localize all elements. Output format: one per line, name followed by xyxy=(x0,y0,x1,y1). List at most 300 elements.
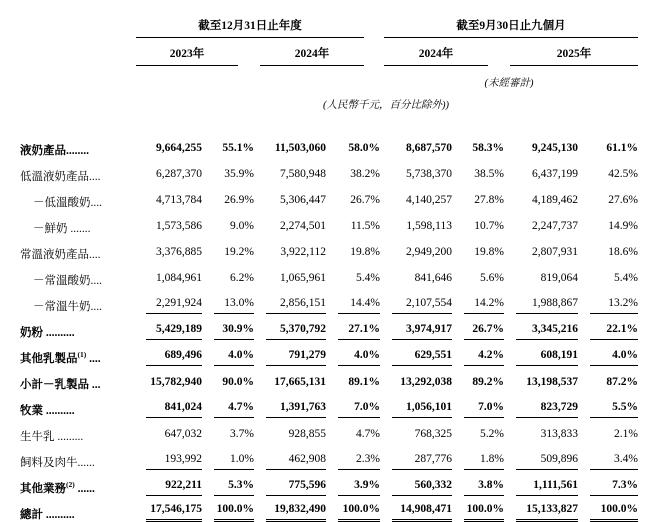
value-cell xyxy=(134,184,202,210)
value-cell xyxy=(134,210,202,236)
cell-text: 1,065,961 xyxy=(280,272,326,285)
value-cell xyxy=(504,418,578,444)
cell-text: 38.5% xyxy=(474,168,504,181)
cell-text: 7.3% xyxy=(590,479,638,496)
row-label xyxy=(20,314,134,340)
row-label xyxy=(20,236,134,262)
leader-dots: .......... xyxy=(45,405,75,418)
row-label-text: 其他業務 xyxy=(20,483,66,496)
cell-text: 100.0% xyxy=(214,503,254,522)
cell-text: 5,429,189 xyxy=(146,323,202,340)
value-cell xyxy=(504,132,578,158)
cell-text: 3,974,917 xyxy=(392,323,452,340)
cell-text: 287,776 xyxy=(392,453,452,470)
value-cell xyxy=(380,184,452,210)
cell-text: 3.8% xyxy=(464,479,504,496)
cell-text: 3.7% xyxy=(230,428,254,441)
empty-corner-cell xyxy=(20,12,134,38)
percent-cell xyxy=(578,392,638,418)
value-cell xyxy=(134,262,202,288)
percent-cell xyxy=(452,366,504,392)
table-row xyxy=(20,210,638,236)
cell-text: 14.4% xyxy=(338,297,380,314)
value-cell xyxy=(254,184,326,210)
cell-text: 6.2% xyxy=(230,272,254,285)
cell-text: 608,191 xyxy=(516,349,578,366)
cell-text: 4.7% xyxy=(356,428,380,441)
table-row xyxy=(20,132,638,158)
row-label xyxy=(20,158,134,184)
cell-text: 100.0% xyxy=(590,503,638,522)
cell-text: 19.8% xyxy=(350,246,380,259)
cell-text: 11.5% xyxy=(350,220,380,233)
value-cell xyxy=(380,470,452,496)
percent-cell xyxy=(326,392,380,418)
value-cell xyxy=(134,340,202,366)
cell-text: 19.2% xyxy=(224,246,254,259)
percent-cell xyxy=(452,496,504,522)
value-cell xyxy=(254,418,326,444)
value-cell xyxy=(134,314,202,340)
value-cell xyxy=(134,470,202,496)
value-cell xyxy=(380,288,452,314)
percent-cell xyxy=(326,158,380,184)
row-label xyxy=(20,340,134,366)
footnote-marker: (1) xyxy=(77,350,87,360)
percent-cell xyxy=(202,418,254,444)
row-label xyxy=(20,262,134,288)
value-cell xyxy=(504,496,578,522)
leader-dots: ... xyxy=(91,379,101,392)
row-label-text: 常溫液奶產品 xyxy=(20,249,89,262)
percent-cell xyxy=(452,418,504,444)
cell-text: 775,596 xyxy=(266,479,326,496)
cell-text: 27.6% xyxy=(608,194,638,207)
percent-cell xyxy=(202,288,254,314)
value-cell xyxy=(380,236,452,262)
cell-text: 629,551 xyxy=(392,349,452,366)
value-cell xyxy=(254,262,326,288)
cell-text: 9,664,255 xyxy=(156,142,202,155)
percent-cell xyxy=(452,314,504,340)
cell-text: 42.5% xyxy=(608,168,638,181)
table-row xyxy=(20,340,638,366)
cell-text: 1,056,101 xyxy=(392,401,452,418)
revenue-breakdown-table xyxy=(20,12,638,522)
percent-cell xyxy=(202,236,254,262)
percent-cell xyxy=(202,314,254,340)
cell-text: 15,133,827 xyxy=(516,503,578,522)
period-group-header-row xyxy=(20,12,638,38)
cell-text: 35.9% xyxy=(224,168,254,181)
percent-cell xyxy=(326,418,380,444)
cell-text: 5,370,792 xyxy=(266,323,326,340)
table-row xyxy=(20,496,638,522)
value-cell xyxy=(134,288,202,314)
year-header-2024-9m: 2024年 xyxy=(384,48,488,66)
cell-text: 22.1% xyxy=(590,323,638,340)
leader-dots: .... xyxy=(90,197,102,210)
percent-cell xyxy=(452,340,504,366)
value-cell xyxy=(504,288,578,314)
cell-text: 5.4% xyxy=(614,272,638,285)
leader-dots: .......... xyxy=(45,327,75,340)
percent-cell xyxy=(578,444,638,470)
cell-text: 1.8% xyxy=(464,453,504,470)
leader-dots: ....... xyxy=(70,223,91,236)
cell-text: 313,833 xyxy=(540,428,578,441)
cell-text: 1,111,561 xyxy=(516,479,578,496)
value-cell xyxy=(504,366,578,392)
value-cell xyxy=(254,210,326,236)
cell-text: 3,922,112 xyxy=(280,246,326,259)
percent-cell xyxy=(578,418,638,444)
cell-text: 100.0% xyxy=(338,503,380,522)
table-body xyxy=(20,132,638,522)
percent-cell xyxy=(326,184,380,210)
percent-cell xyxy=(326,340,380,366)
row-label xyxy=(20,392,134,418)
percent-cell xyxy=(452,184,504,210)
year-header-2025-9m: 2025年 xyxy=(510,48,638,66)
row-label xyxy=(20,288,134,314)
value-cell xyxy=(134,132,202,158)
cell-text: 6,287,370 xyxy=(156,168,202,181)
table-row xyxy=(20,418,638,444)
cell-text: 14.2% xyxy=(464,297,504,314)
spacer-row xyxy=(20,112,638,132)
value-cell xyxy=(380,444,452,470)
percent-cell xyxy=(452,288,504,314)
percent-cell xyxy=(578,288,638,314)
percent-cell xyxy=(326,262,380,288)
percent-cell xyxy=(578,262,638,288)
table-row xyxy=(20,158,638,184)
cell-text: 1,988,867 xyxy=(516,297,578,314)
cell-text: 928,855 xyxy=(288,428,326,441)
value-cell xyxy=(504,470,578,496)
leader-dots: ...... xyxy=(74,483,95,496)
percent-cell xyxy=(326,314,380,340)
percent-cell xyxy=(202,158,254,184)
cell-text: 19,832,490 xyxy=(266,503,326,522)
cell-text: 4.0% xyxy=(214,349,254,366)
table-row xyxy=(20,184,638,210)
percent-cell xyxy=(202,184,254,210)
cell-text: 17,665,131 xyxy=(274,376,326,389)
row-label xyxy=(20,366,134,392)
cell-text: 9.0% xyxy=(230,220,254,233)
cell-text: 4.0% xyxy=(590,349,638,366)
year-header-2024: 2024年 xyxy=(260,48,364,66)
footnote-marker: (2) xyxy=(66,480,75,490)
cell-text: 2,807,931 xyxy=(532,246,578,259)
value-cell xyxy=(134,444,202,470)
cell-text: 4.0% xyxy=(338,349,380,366)
table-row xyxy=(20,288,638,314)
value-cell xyxy=(134,236,202,262)
cell-text: 1,391,763 xyxy=(266,401,326,418)
leader-dots: ........ xyxy=(66,145,89,158)
value-cell xyxy=(254,366,326,392)
cell-text: 823,729 xyxy=(516,401,578,418)
percent-cell xyxy=(452,236,504,262)
row-label-text: 液奶產品 xyxy=(20,145,66,158)
leader-dots: .... xyxy=(86,353,101,366)
currency-unit-note: (人民幣千元，百分比除外)) xyxy=(323,100,449,112)
table-row xyxy=(20,470,638,496)
percent-cell xyxy=(202,444,254,470)
cell-text: 4,189,462 xyxy=(532,194,578,207)
cell-text: 5.5% xyxy=(590,401,638,418)
row-label-text: 其他乳製品 xyxy=(20,353,78,366)
cell-text: 3.4% xyxy=(590,453,638,470)
value-cell xyxy=(254,158,326,184)
cell-text: 11,503,060 xyxy=(274,142,326,155)
year-header-2023: 2023年 xyxy=(136,48,238,66)
row-label xyxy=(20,444,134,470)
percent-cell xyxy=(578,340,638,366)
row-label xyxy=(20,210,134,236)
value-cell xyxy=(254,314,326,340)
row-label-text: －常溫牛奶 xyxy=(33,301,91,314)
percent-cell xyxy=(202,262,254,288)
percent-cell xyxy=(578,470,638,496)
cell-text: 841,646 xyxy=(414,272,452,285)
value-cell xyxy=(380,366,452,392)
cell-text: 5.2% xyxy=(480,428,504,441)
percent-cell xyxy=(452,210,504,236)
cell-text: 14,908,471 xyxy=(392,503,452,522)
percent-cell xyxy=(578,158,638,184)
percent-cell xyxy=(202,210,254,236)
percent-cell xyxy=(578,366,638,392)
cell-text: 1.0% xyxy=(214,453,254,470)
cell-text: 61.1% xyxy=(606,142,638,155)
cell-text: 13.0% xyxy=(214,297,254,314)
cell-text: 89.1% xyxy=(348,376,380,389)
cell-text: 17,546,175 xyxy=(146,503,202,522)
cell-text: 58.3% xyxy=(472,142,504,155)
percent-cell xyxy=(452,262,504,288)
cell-text: 30.9% xyxy=(214,323,254,340)
table-row xyxy=(20,236,638,262)
cell-text: 14.9% xyxy=(608,220,638,233)
percent-cell xyxy=(578,210,638,236)
percent-cell xyxy=(452,470,504,496)
value-cell xyxy=(504,340,578,366)
value-cell xyxy=(254,470,326,496)
cell-text: 689,496 xyxy=(146,349,202,366)
row-label-text: 奶粉 xyxy=(20,327,46,340)
value-cell xyxy=(380,262,452,288)
unaudited-note-row xyxy=(20,66,638,90)
cell-text: 15,782,940 xyxy=(150,376,202,389)
percent-cell xyxy=(452,158,504,184)
cell-text: 819,064 xyxy=(540,272,578,285)
percent-cell xyxy=(578,314,638,340)
percent-cell xyxy=(452,444,504,470)
cell-text: 1,084,961 xyxy=(156,272,202,285)
cell-text: 4.2% xyxy=(464,349,504,366)
percent-cell xyxy=(452,132,504,158)
cell-text: 7.0% xyxy=(464,401,504,418)
percent-cell xyxy=(578,184,638,210)
value-cell xyxy=(380,132,452,158)
value-cell xyxy=(134,392,202,418)
cell-text: 560,332 xyxy=(392,479,452,496)
value-cell xyxy=(134,418,202,444)
cell-text: 2.1% xyxy=(614,428,638,441)
table-row xyxy=(20,444,638,470)
leader-dots: .......... xyxy=(45,509,75,522)
value-cell xyxy=(504,444,578,470)
table-row xyxy=(20,392,638,418)
cell-text: 2,107,554 xyxy=(392,297,452,314)
percent-cell xyxy=(202,392,254,418)
row-label-text: 飼料及肉牛 xyxy=(20,457,78,470)
cell-text: 647,032 xyxy=(164,428,202,441)
cell-text: 1,573,586 xyxy=(156,220,202,233)
cell-text: 2,949,200 xyxy=(406,246,452,259)
value-cell xyxy=(134,496,202,522)
value-cell xyxy=(504,392,578,418)
value-cell xyxy=(254,496,326,522)
percent-cell xyxy=(202,340,254,366)
period-header-nine-months: 截至9月30日止九個月 xyxy=(384,20,638,38)
cell-text: 26.7% xyxy=(464,323,504,340)
percent-cell xyxy=(326,288,380,314)
table-row xyxy=(20,366,638,392)
cell-text: 3.9% xyxy=(338,479,380,496)
row-label-text: 牧業 xyxy=(20,405,46,418)
value-cell xyxy=(504,184,578,210)
cell-text: 13,292,038 xyxy=(400,376,452,389)
row-label-text: 生牛乳 xyxy=(20,431,58,444)
cell-text: 7.0% xyxy=(338,401,380,418)
percent-cell xyxy=(326,366,380,392)
cell-text: 27.1% xyxy=(338,323,380,340)
cell-text: 18.6% xyxy=(608,246,638,259)
cell-text: 9,245,130 xyxy=(532,142,578,155)
row-label xyxy=(20,496,134,522)
cell-text: 5.4% xyxy=(356,272,380,285)
value-cell xyxy=(504,210,578,236)
value-cell xyxy=(504,236,578,262)
value-cell xyxy=(254,392,326,418)
value-cell xyxy=(380,392,452,418)
leader-dots: .... xyxy=(90,275,102,288)
percent-cell xyxy=(326,132,380,158)
leader-dots: .... xyxy=(90,301,102,314)
cell-text: 2,247,737 xyxy=(532,220,578,233)
value-cell xyxy=(254,236,326,262)
cell-text: 26.9% xyxy=(224,194,254,207)
percent-cell xyxy=(326,236,380,262)
cell-text: 26.7% xyxy=(350,194,380,207)
cell-text: 462,908 xyxy=(266,453,326,470)
value-cell xyxy=(380,418,452,444)
cell-text: 55.1% xyxy=(222,142,254,155)
cell-text: 2,856,151 xyxy=(266,297,326,314)
row-label-text: 小計－乳製品 xyxy=(20,379,92,392)
value-cell xyxy=(254,340,326,366)
percent-cell xyxy=(578,132,638,158)
value-cell xyxy=(380,210,452,236)
cell-text: 5,306,447 xyxy=(280,194,326,207)
value-cell xyxy=(254,444,326,470)
cell-text: 4,713,784 xyxy=(156,194,202,207)
cell-text: 5,738,370 xyxy=(406,168,452,181)
cell-text: 7,580,948 xyxy=(280,168,326,181)
percent-cell xyxy=(326,470,380,496)
percent-cell xyxy=(578,496,638,522)
value-cell xyxy=(380,158,452,184)
cell-text: 2,291,924 xyxy=(146,297,202,314)
cell-text: 38.2% xyxy=(350,168,380,181)
percent-cell xyxy=(578,236,638,262)
percent-cell xyxy=(326,444,380,470)
unaudited-note: (未經審計) xyxy=(484,78,534,90)
cell-text: 100.0% xyxy=(464,503,504,522)
unit-note-row xyxy=(20,90,638,112)
leader-dots: ......... xyxy=(57,431,84,444)
cell-text: 791,279 xyxy=(266,349,326,366)
value-cell xyxy=(504,262,578,288)
cell-text: 19.8% xyxy=(474,246,504,259)
cell-text: 58.0% xyxy=(348,142,380,155)
value-cell xyxy=(380,314,452,340)
leader-dots: .... xyxy=(89,249,101,262)
percent-cell xyxy=(326,496,380,522)
value-cell xyxy=(134,366,202,392)
row-label xyxy=(20,418,134,444)
percent-cell xyxy=(202,132,254,158)
period-header-fiscal-year: 截至12月31日止年度 xyxy=(136,20,364,38)
cell-text: 922,211 xyxy=(146,479,202,496)
value-cell xyxy=(254,132,326,158)
leader-dots: ...... xyxy=(77,457,95,470)
cell-text: 8,687,570 xyxy=(406,142,452,155)
percent-cell xyxy=(202,496,254,522)
percent-cell xyxy=(452,392,504,418)
cell-text: 90.0% xyxy=(222,376,254,389)
value-cell xyxy=(380,496,452,522)
cell-text: 13,198,537 xyxy=(526,376,578,389)
table-row xyxy=(20,314,638,340)
cell-text: 2.3% xyxy=(338,453,380,470)
cell-text: 89.2% xyxy=(472,376,504,389)
value-cell xyxy=(380,340,452,366)
cell-text: 509,896 xyxy=(516,453,578,470)
cell-text: 13.2% xyxy=(590,297,638,314)
value-cell xyxy=(254,288,326,314)
row-label-text: －低溫酸奶 xyxy=(33,197,91,210)
table-row xyxy=(20,262,638,288)
row-label xyxy=(20,470,134,496)
percent-cell xyxy=(202,470,254,496)
cell-text: 193,992 xyxy=(146,453,202,470)
year-header-row xyxy=(20,38,638,66)
cell-text: 87.2% xyxy=(606,376,638,389)
cell-text: 3,345,216 xyxy=(516,323,578,340)
cell-text: 768,325 xyxy=(414,428,452,441)
cell-text: 841,024 xyxy=(146,401,202,418)
cell-text: 5.6% xyxy=(480,272,504,285)
cell-text: 10.7% xyxy=(474,220,504,233)
cell-text: 6,437,199 xyxy=(532,168,578,181)
percent-cell xyxy=(326,210,380,236)
